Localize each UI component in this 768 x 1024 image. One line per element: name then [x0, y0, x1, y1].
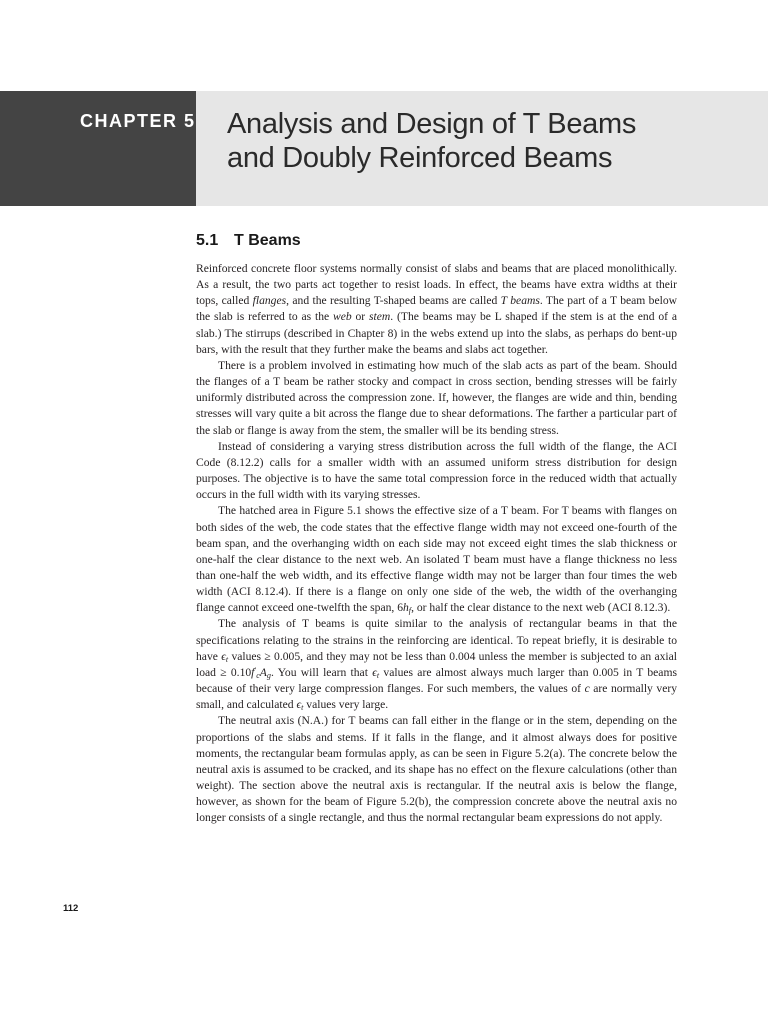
- p5-text-f: values very large.: [303, 698, 389, 712]
- p1-text-c: . The part of a T beam below the slab is referred to as the: [196, 294, 678, 324]
- symbol-a-subscript: g: [266, 670, 271, 680]
- term-web: web: [332, 310, 352, 324]
- section-number: 5.1: [196, 232, 219, 249]
- chapter-label-box: [0, 91, 196, 206]
- chapter-title-line-2: and Doubly Reinforced Beams: [227, 142, 613, 174]
- symbol-f: f: [251, 665, 255, 679]
- p5-text-a: The analysis of T beams is quite similar to the analysis of rectangular beams in that the specifications relating to the strains in the reinforcing are identical. To repeat briefly, it is desirable to have: [196, 617, 677, 663]
- p1-text-b: , and the resulting T-shaped beams are called: [286, 294, 501, 308]
- paragraph-3: Instead of considering a varying stress distribution across the full width of the flange, the ACI Code (8.12.2) calls for a smaller width with an assumed uniform stress distribution for design purposes. The objective is to have the same total compression force in the reduced width that actually occurs in the full width with its varying stresses.: [196, 439, 677, 502]
- page-number: 112: [63, 903, 79, 914]
- section-title: T Beams: [234, 232, 301, 249]
- p1-text-e: . (The beams may be L shaped if the stem is at the end of a slab.) The stirrups (described in Chapter 8) in the webs extend up into the slabs, as perhaps do bent-up bars, with the result that they further make the beams and slabs act together.: [196, 310, 677, 356]
- paragraph-1: [196, 261, 677, 358]
- chapter-header-bar: [0, 91, 768, 206]
- body-text: [196, 261, 677, 826]
- p4-text-a: The hatched area in Figure 5.1 shows the effective size of a T beam. For T beams with flanges on both sides of the web, the code states that the effective flange width may not exceed one-fourth of the beam span, and the overhanging width on each side may not exceed eight times the slab thickness or one-half the clear distance to the next web. An isolated T beam must have a flange thickness no less than one-half the web width, and its effective flange width may not be larger than four times the web width (ACI 8.12.4). If there is a flange on only one side of the web, the width of the overhanging flange cannot exceed one-twelfth the span, 6: [196, 504, 677, 615]
- p5-text-c: . You will learn that: [270, 665, 373, 679]
- symbol-epsilon: ϵ: [296, 698, 302, 712]
- symbol-f-prime: ′: [254, 665, 257, 675]
- symbol-h-subscript: f: [408, 606, 412, 616]
- p1-text-d: or: [351, 310, 370, 324]
- chapter-title: [227, 107, 747, 175]
- symbol-f-subscript: c: [256, 670, 260, 680]
- p4-text-b: , or half the clear distance to the next web (ACI 8.12.3).: [411, 601, 671, 615]
- symbol-epsilon-subscript: t: [225, 654, 229, 664]
- chapter-title-line-1: Analysis and Design of T Beams: [227, 108, 637, 140]
- symbol-epsilon-subscript: t: [376, 670, 380, 680]
- p5-text-b: values ≥ 0.005, and they may not be less than 0.004 unless the member is subjected to an axial load ≥ 0.10: [196, 649, 677, 679]
- symbol-a: A: [259, 665, 267, 679]
- symbol-epsilon: ϵ: [372, 665, 377, 679]
- p1-text-a: Reinforced concrete floor systems normally consist of slabs and beams that are placed monolithically. As a result, the two parts act together to resist loads. In effect, the beams have extra widths at their tops, called: [196, 262, 677, 308]
- symbol-epsilon-subscript: t: [301, 703, 304, 713]
- term-t-beams: T beams: [500, 294, 540, 308]
- paragraph-4: [196, 503, 677, 616]
- p5-text-e: are normally very small, and calculated: [196, 682, 677, 712]
- symbol-c: c: [584, 682, 590, 696]
- term-stem: stem: [369, 310, 391, 324]
- paragraph-2: There is a problem involved in estimating how much of the slab acts as part of the beam. Should the flanges of a T beam be rather stocky and compact in cross section, bending stresses will be fairly uniformly distributed across the compression zone. If, however, the flanges are wide and thin, bending stresses will vary quite a bit across the flange due to shear deformations. The farther a particular part of the slab or flange is away from the stem, the smaller will be its bending stress.: [196, 358, 677, 437]
- paragraph-5: [196, 616, 677, 713]
- p5-text-d: values are almost always much larger than 0.005 in T beams because of their very large compression flanges. For such members, the values of: [196, 665, 677, 696]
- paragraph-6: The neutral axis (N.A.) for T beams can fall either in the flange or in the stem, depending on the proportions of the slabs and stems. If it falls in the flange, and it almost always does for positive moments, the rectangular beam formulas apply, as can be seen in Figure 5.2(a). The concrete below the neutral axis is assumed to be cracked, and its shape has no effect on the flexure calculations (other than weight). The section above the neutral axis is rectangular. If the neutral axis is below the flange, however, as shown for the beam of Figure 5.2(b), the compression concrete above the neutral axis no longer consists of a single rectangle, and thus the normal rectangular beam expressions do not apply.: [196, 714, 677, 825]
- section-heading: [196, 232, 301, 250]
- term-flanges: flanges: [252, 294, 287, 308]
- symbol-h: h: [403, 601, 409, 615]
- chapter-label: CHAPTER 5: [80, 111, 196, 131]
- symbol-epsilon: ϵ: [221, 649, 226, 663]
